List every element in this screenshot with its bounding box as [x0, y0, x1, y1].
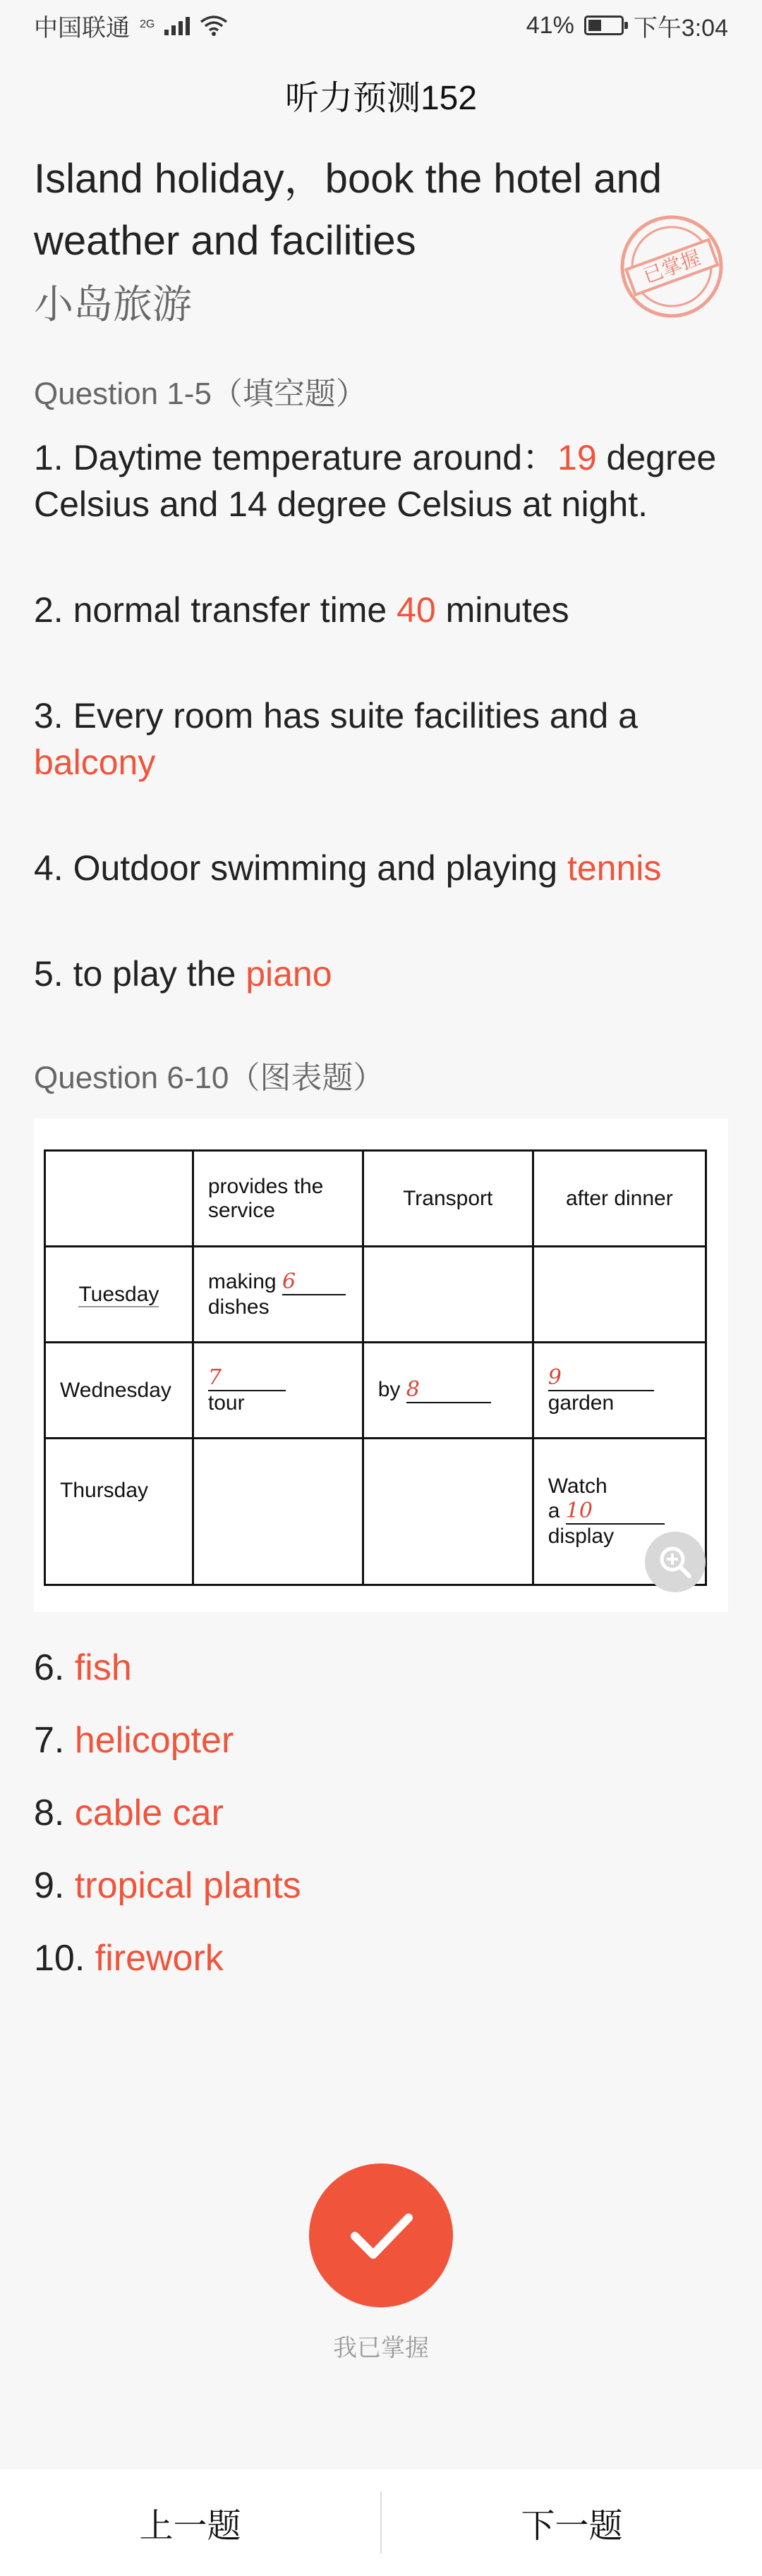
mastered-button[interactable] [309, 2163, 453, 2307]
table-cell: 9 garden [533, 1343, 706, 1439]
table-row [45, 1247, 706, 1343]
answer-row-6: 6. fish [34, 1647, 132, 1688]
table-row [45, 1439, 706, 1585]
status-bar [0, 0, 762, 51]
wifi-icon [200, 15, 228, 36]
table-cell [533, 1247, 706, 1343]
table-header-cell: after dinner [533, 1151, 706, 1247]
answer-5: piano [246, 954, 332, 994]
answer-2: 40 [397, 590, 436, 630]
table-header-cell [45, 1151, 193, 1247]
table-cell: making 6 dishes [193, 1247, 363, 1343]
question-title-cn: 小岛旅游 [34, 282, 192, 326]
next-question-button[interactable]: 下一题 [521, 2507, 623, 2545]
table-image[interactable] [34, 1118, 728, 1612]
status-left [34, 8, 228, 43]
table-header-cell: Transport [363, 1151, 533, 1247]
battery-icon [584, 16, 624, 35]
signal-icon [164, 16, 190, 35]
answer-row-10: 10. firework [34, 1938, 224, 1979]
answer-4: tennis [567, 848, 662, 888]
table-cell-day: Wednesday [45, 1343, 193, 1439]
svg-text:已掌握: 已掌握 [640, 245, 704, 288]
mastered-label: 我已掌握 [333, 2335, 429, 2362]
bottom-nav [0, 2468, 762, 2576]
section2-label: Question 6-10（图表题） [34, 1061, 385, 1095]
prev-question-button[interactable]: 上一题 [139, 2507, 241, 2545]
checkmark-icon [342, 2197, 420, 2274]
question-item-4: 4. Outdoor swimming and playing tennis [34, 848, 662, 888]
question-item-1: 1. Daytime temperature around：19 degree Celsius and 14 degree Celsius at night. [34, 438, 717, 524]
answer-row-7: 7. helicopter [34, 1720, 234, 1761]
table-header-row [45, 1151, 706, 1247]
table-cell [363, 1247, 533, 1343]
page-title: 听力预测152 [284, 80, 478, 117]
carrier-name: 中国联通 [34, 14, 130, 42]
answer-row-8: 8. cable car [34, 1793, 224, 1833]
battery-fill [588, 20, 601, 31]
answers-list [34, 1632, 728, 1995]
question-item-3: 3. Every room has suite facilities and a balcony [34, 696, 638, 782]
answer-row-9: 9. tropical plants [34, 1865, 301, 1906]
question-title: Island holiday，book the hotel and weather and facilities [34, 156, 662, 264]
table-cell [363, 1439, 533, 1585]
zoom-in-icon [657, 1544, 694, 1580]
section1-label: Question 1-5（填空题） [34, 377, 367, 411]
question-item-2: 2. normal transfer time 40 minutes [34, 590, 569, 630]
listening-table [44, 1149, 707, 1586]
table-cell-day: Thursday [45, 1439, 193, 1585]
table-cell: by 8 [363, 1343, 533, 1439]
table-cell-day: Tuesday [45, 1247, 193, 1343]
table-row [45, 1343, 706, 1439]
question-item-5: 5. to play the piano [34, 954, 332, 994]
table-cell [193, 1439, 363, 1585]
zoom-button[interactable] [645, 1532, 706, 1592]
clock: 下午3:04 [633, 14, 728, 42]
battery-percent: 41% [526, 11, 574, 39]
table-cell: Watch a 10 display [533, 1439, 706, 1585]
status-right [526, 8, 728, 43]
content [34, 148, 728, 1995]
table-cell: 7 tour [193, 1343, 363, 1439]
answer-1: 19 [557, 438, 597, 477]
section1-questions [34, 434, 728, 997]
answer-3: balcony [34, 743, 156, 782]
table-header-cell: provides the service [193, 1151, 363, 1247]
network-type: 2G [140, 18, 155, 30]
